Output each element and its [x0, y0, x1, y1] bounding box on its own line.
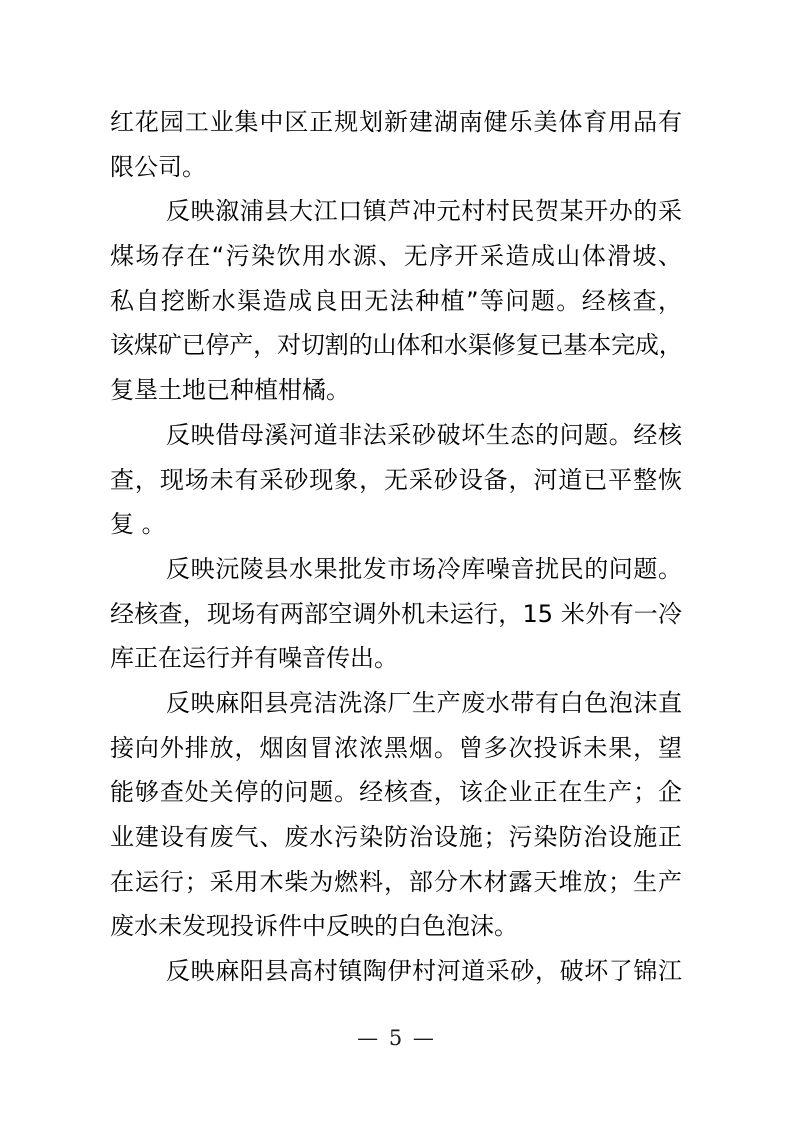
text-line: 能够查处关停的问题。经核查，该企业正在生产；企 — [110, 778, 682, 807]
text-line: 反映麻阳县亮洁洗涤厂生产废水带有白色泡沫直 — [166, 688, 682, 717]
text-line: 反映麻阳县高村镇陶伊村河道采砂，破坏了锦江 — [166, 957, 682, 986]
text-line: 复 。 — [110, 510, 166, 539]
text-line: 反映借母溪河道非法采砂破坏生态的问题。经核 — [166, 420, 682, 449]
document-body — [110, 100, 682, 994]
text-line: 私自挖断水渠造成良田无法种植”等问题。经核查， — [110, 286, 682, 315]
text-line: 查，现场未有采砂现象，无采砂设备，河道已平整恢 — [110, 465, 682, 494]
text-line: 该煤矿已停产，对切割的山体和水渠修复已基本完成， — [110, 331, 682, 360]
text-line: 反映溆浦县大江口镇芦冲元村村民贺某开办的采 — [166, 197, 682, 226]
page-number: — 5 — — [357, 1026, 436, 1050]
text-line: 接向外排放，烟囱冒浓浓黑烟。曾多次投诉未果，望 — [110, 733, 682, 762]
text-line: 限公司。 — [110, 152, 206, 181]
text-line: 经核查，现场有两部空调外机未运行，15 米外有一冷 — [110, 599, 682, 628]
text-line: 在运行；采用木柴为燃料，部分木材露天堆放；生产 — [110, 867, 682, 896]
text-line: 废水未发现投诉件中反映的白色泡沫。 — [110, 912, 518, 941]
page-footer — [0, 1026, 793, 1050]
text-line: 业建设有废气、废水污染防治设施；污染防治设施正 — [110, 823, 682, 851]
text-line: 煤场存在“污染饮用水源、无序开采造成山体滑坡、 — [110, 242, 682, 271]
text-line: 库正在运行并有噪音传出。 — [110, 644, 398, 673]
text-line: 反映沅陵县水果批发市场冷库噪音扰民的问题。 — [166, 554, 682, 583]
text-line: 复垦土地已种植柑橘。 — [110, 376, 350, 405]
text-line: 红花园工业集中区正规划新建湖南健乐美体育用品有 — [110, 108, 682, 136]
